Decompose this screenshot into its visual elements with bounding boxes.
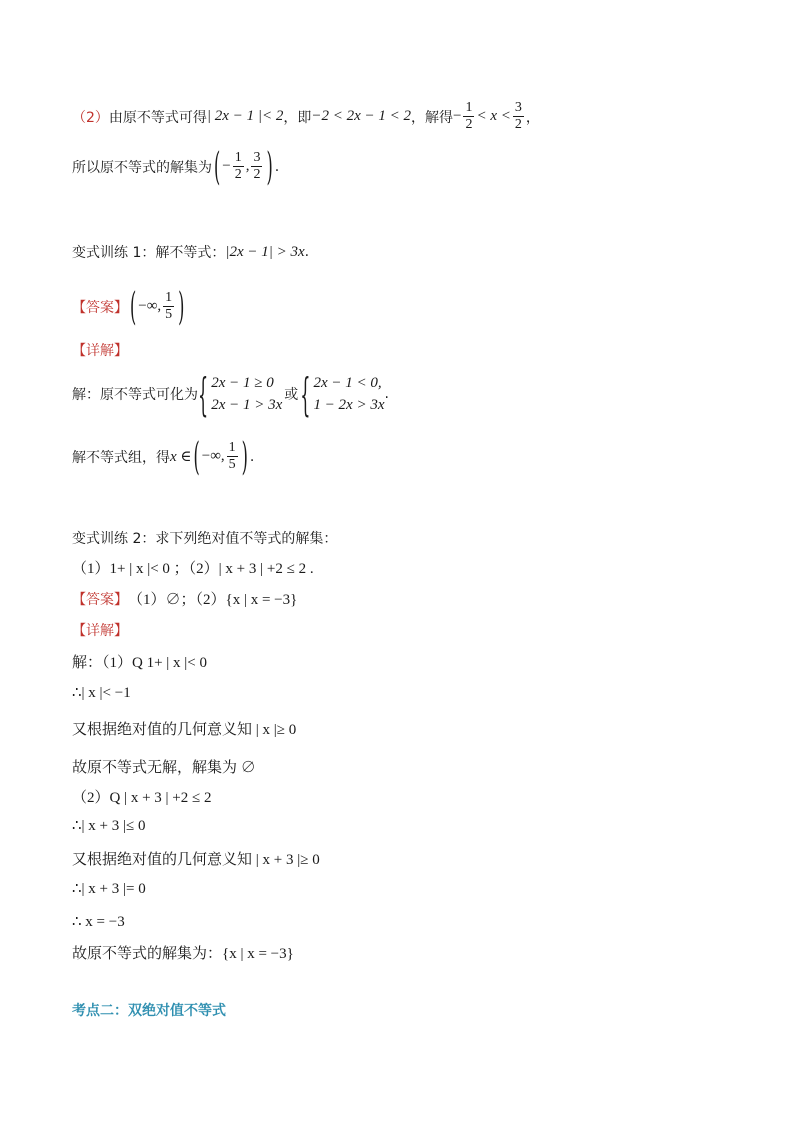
section-heading	[72, 1000, 226, 1020]
step-text: 故原不等式的解集为：{x | x = −3}	[72, 946, 294, 962]
left-paren: (	[193, 433, 200, 480]
text: 变式训练 2：求下列绝对值不等式的解集：	[72, 531, 338, 547]
detail-1-system	[72, 367, 389, 421]
math: （1）∅；（2）{x | x = −3}	[128, 592, 298, 608]
brace-icon: {	[198, 367, 209, 421]
step-text: ∴| x |< −1	[72, 685, 131, 701]
step-text: 又根据绝对值的几何意义知 | x + 3 |≥ 0	[72, 852, 320, 868]
fraction: $\frac{3}{2}$	[253, 150, 261, 182]
answer-1	[72, 283, 186, 330]
right-paren: )	[241, 433, 248, 480]
answer-2	[72, 588, 297, 609]
math: x ∈	[170, 449, 192, 465]
math: （1）1+ | x |< 0 ；（2）| x + 3 | +2 ≤ 2 .	[72, 561, 314, 577]
step-text: （2）Q | x + 3 | +2 ≤ 2	[72, 790, 212, 806]
part-number: （2）	[72, 109, 109, 126]
math: |2x − 1| > 3x	[225, 243, 305, 260]
math: −2 < 2x − 1 < 2	[311, 108, 411, 124]
fraction: $\frac{3}{2}$	[514, 100, 522, 132]
fraction: $\frac{1}{2}$	[234, 150, 242, 182]
system-1: { 2x − 1 ≥ 0 2x − 1 > 3x	[198, 367, 283, 421]
solution-line-2	[72, 143, 280, 190]
answer-label: 【答案】	[72, 591, 128, 608]
step-7	[72, 848, 320, 869]
step-6	[72, 816, 146, 835]
step-2	[72, 683, 131, 702]
right-paren: )	[266, 143, 273, 190]
variant-1-question	[72, 242, 309, 262]
step-4	[72, 756, 256, 777]
math: | 2x − 1 |< 2	[206, 108, 284, 124]
left-paren: (	[130, 283, 137, 330]
math: −∞,	[138, 298, 162, 314]
text: 所以原不等式的解集为	[72, 159, 212, 176]
variant-2-subquestions	[72, 557, 314, 578]
minus: −	[452, 108, 462, 124]
text: ，解得	[410, 109, 453, 126]
comma: ,	[245, 158, 250, 174]
fraction: $\frac{1}{2}$	[465, 100, 473, 132]
text: .	[249, 448, 255, 465]
minus: −	[222, 158, 231, 174]
text: 由原不等式可得	[108, 109, 207, 126]
step-text: ∴ x = −3	[72, 914, 125, 930]
step-text: ∴| x + 3 |= 0	[72, 881, 146, 897]
right-paren: )	[178, 283, 185, 330]
step-8	[72, 879, 146, 898]
step-1	[72, 651, 207, 672]
text: ，即	[283, 109, 312, 126]
text: 变式训练 1：解不等式：	[72, 245, 226, 261]
text: 解不等式组，得	[72, 449, 170, 466]
detail-label: 【详解】	[72, 623, 128, 639]
step-5	[72, 786, 212, 807]
text: ，	[525, 109, 540, 126]
fraction: $\frac{1}{5}$	[228, 440, 236, 472]
heading-text: 考点二：双绝对值不等式	[72, 1003, 226, 1019]
text: 解：原不等式可化为	[72, 387, 198, 403]
variant-2-question	[72, 528, 337, 548]
step-9	[72, 912, 125, 931]
text-or: 或	[284, 387, 299, 403]
text: .	[274, 158, 280, 175]
text: .	[384, 386, 389, 402]
solution-line-1	[72, 100, 540, 133]
step-text: ∴| x + 3 |≤ 0	[72, 818, 146, 834]
detail-label-2	[72, 620, 128, 640]
system-2: { 2x − 1 < 0, 1 − 2x > 3x	[300, 367, 385, 421]
left-paren: (	[214, 143, 221, 190]
step-text: 故原不等式无解，解集为 ∅	[72, 760, 256, 776]
fraction: $\frac{1}{5}$	[165, 290, 173, 322]
detail-label-1	[72, 340, 128, 360]
text: .	[304, 244, 310, 260]
answer-label: 【答案】	[72, 299, 128, 316]
detail-label: 【详解】	[72, 343, 128, 359]
step-10	[72, 942, 294, 963]
step-text: 又根据绝对值的几何意义知 | x |≥ 0	[72, 722, 297, 738]
math: −∞,	[201, 448, 225, 464]
step-text: 解：（1）Q 1+ | x |< 0	[72, 655, 208, 671]
step-3	[72, 718, 296, 739]
detail-1-result	[72, 433, 255, 480]
brace-icon: {	[300, 367, 311, 421]
math: < x <	[476, 108, 511, 124]
